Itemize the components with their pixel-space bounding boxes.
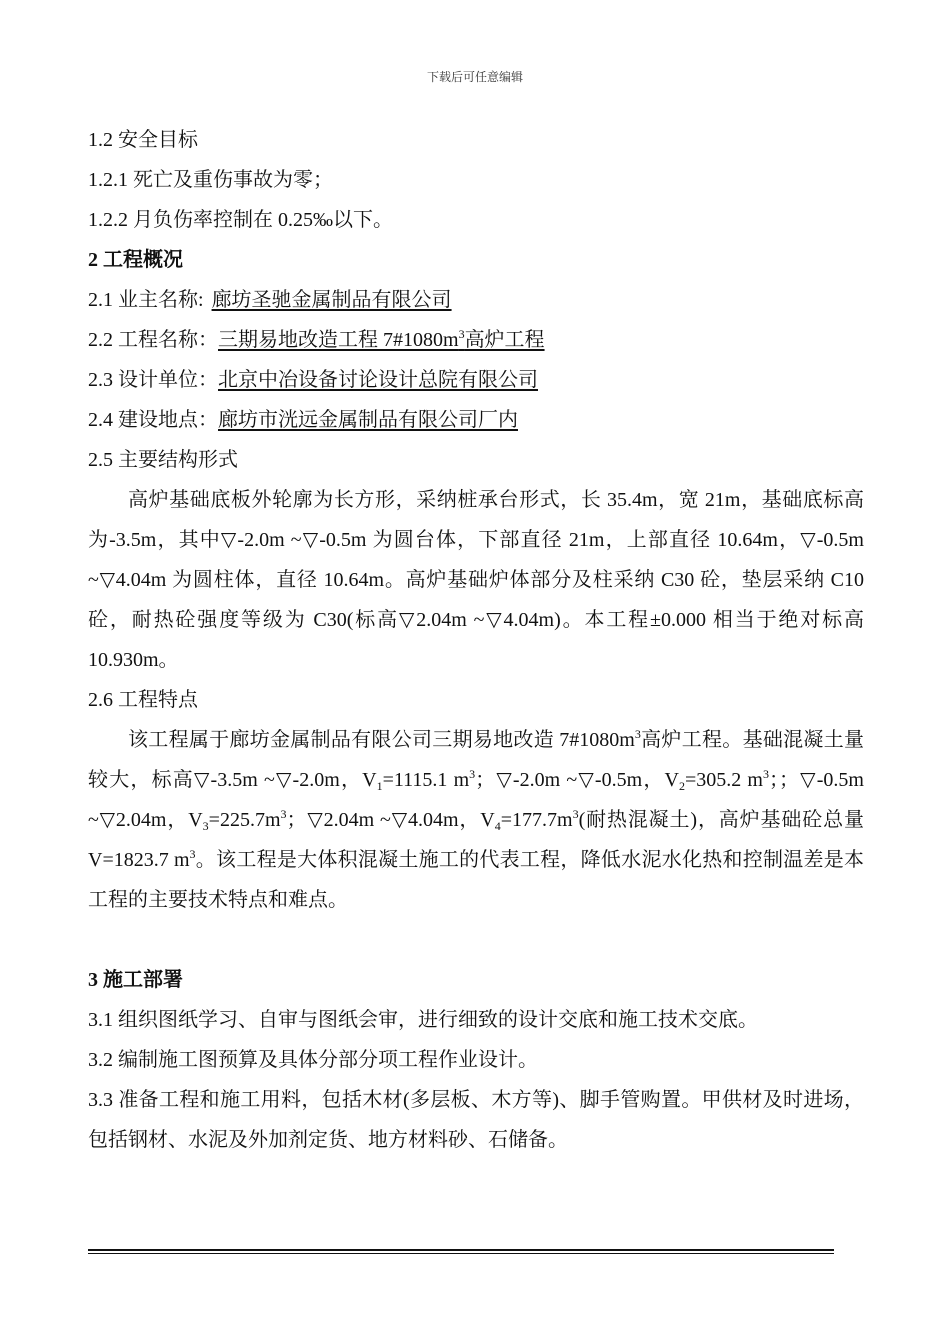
document-body [88,120,864,1160]
features-text: =1115.1 m [382,769,470,791]
section-1-2-heading: 1.2 安全目标 [88,129,198,151]
structure-paragraph: 高炉基础底板外轮廓为长方形，采纳桩承台形式，长 35.4m，宽 21m，基础底标高为-3.5m，其中▽-2.0m ~▽-0.5m 为圆台体，下部直径 21m，上部直径 10.64m，▽-0.5m ~▽4.04m 为圆柱体，直径 10.64m。高炉基础炉体部分及柱采纳 C30 砼，垫层采纳 C10 砼，耐热砼强度等级为 C30(标高▽2.04m ~▽4.04m)。本工程±0.000 相当于绝对标高 10.930m。 [88,489,864,671]
section-2-heading: 2 工程概况 [88,249,183,271]
sup: 3 [762,767,769,781]
spacer [88,920,864,960]
features-text: =225.7m [208,809,281,831]
project-name-sup: 3 [458,327,465,341]
section-2-5-heading: 2.5 主要结构形式 [88,449,238,471]
construction-site: 廊坊市洸远金属制品有限公司厂内 [218,409,518,431]
item-1-2-1: 1.2.1 死亡及重伤事故为零； [88,169,333,191]
section-3-heading: 3 施工部署 [88,969,183,991]
item-2-4-label: 2.4 建设地点： [88,409,218,431]
sup: 3 [572,807,579,821]
item-2-2-label: 2.2 工程名称： [88,329,218,351]
sub: 3 [202,819,209,833]
item-2-2 [88,320,864,360]
owner-name: 廊坊圣驰金属制品有限公司 [211,289,452,311]
features-text: (耐热混凝土)，高炉基础砼总量 V=1823.7 m [88,809,865,871]
features-text: 该工程属于廊坊金属制品有限公司三期易地改造 7#1080m [128,729,635,751]
section-2-6-heading: 2.6 工程特点 [88,689,198,711]
features-text: 。该工程是大体积混凝土施工的代表工程，降低水泥水化热和控制温差是本工程的主要技术特点和难点。 [88,849,865,911]
item-2-4 [88,400,864,440]
item-3-1: 3.1 组织图纸学习、自审与图纸会审，进行细致的设计交底和施工技术交底。 [88,1009,758,1031]
item-3-2: 3.2 编制施工图预算及具体分部分项工程作业设计。 [88,1049,538,1071]
sub: 1 [376,779,383,793]
item-3-3: 3.3 准备工程和施工用料，包括木材(多层板、木方等)、脚手管购置。甲供材及时进场，包括钢材、水泥及外加剂定货、地方材料砂、石储备。 [88,1089,864,1151]
item-2-3-label: 2.3 设计单位： [88,369,218,391]
features-text: ；▽2.04m ~▽4.04m，V [286,809,495,831]
features-text: =177.7m [500,809,573,831]
project-name-text: 三期易地改造工程 7#1080m [218,329,459,351]
sup: 3 [469,767,476,781]
design-unit: 北京中冶设备讨论设计总院有限公司 [218,369,538,391]
sup: 3 [280,807,287,821]
sup: 3 [634,727,641,741]
item-2-1 [88,280,864,320]
project-name-tail: 高炉工程 [464,329,545,351]
header-note: 下载后可任意编辑 [426,70,523,84]
item-1-2-2: 1.2.2 月负伤率控制在 0.25‰以下。 [88,209,393,231]
sub: 2 [678,779,685,793]
footer-rule [88,1249,834,1254]
features-text: ；；▽-0.5m ~▽2.04m，V [88,769,864,831]
features-text: ；▽-2.0m ~▽-0.5m，V [475,769,679,791]
sub: 4 [494,819,501,833]
item-2-1-label: 2.1 业主名称: [88,289,204,311]
item-2-3 [88,360,864,400]
features-text: =305.2 m [684,769,763,791]
features-text: 高炉工程。基础混凝土量较大，标高▽-3.5m ~▽-2.0m，V [88,729,865,791]
project-name [218,329,545,351]
features-paragraph [88,720,864,920]
sup: 3 [189,847,196,861]
